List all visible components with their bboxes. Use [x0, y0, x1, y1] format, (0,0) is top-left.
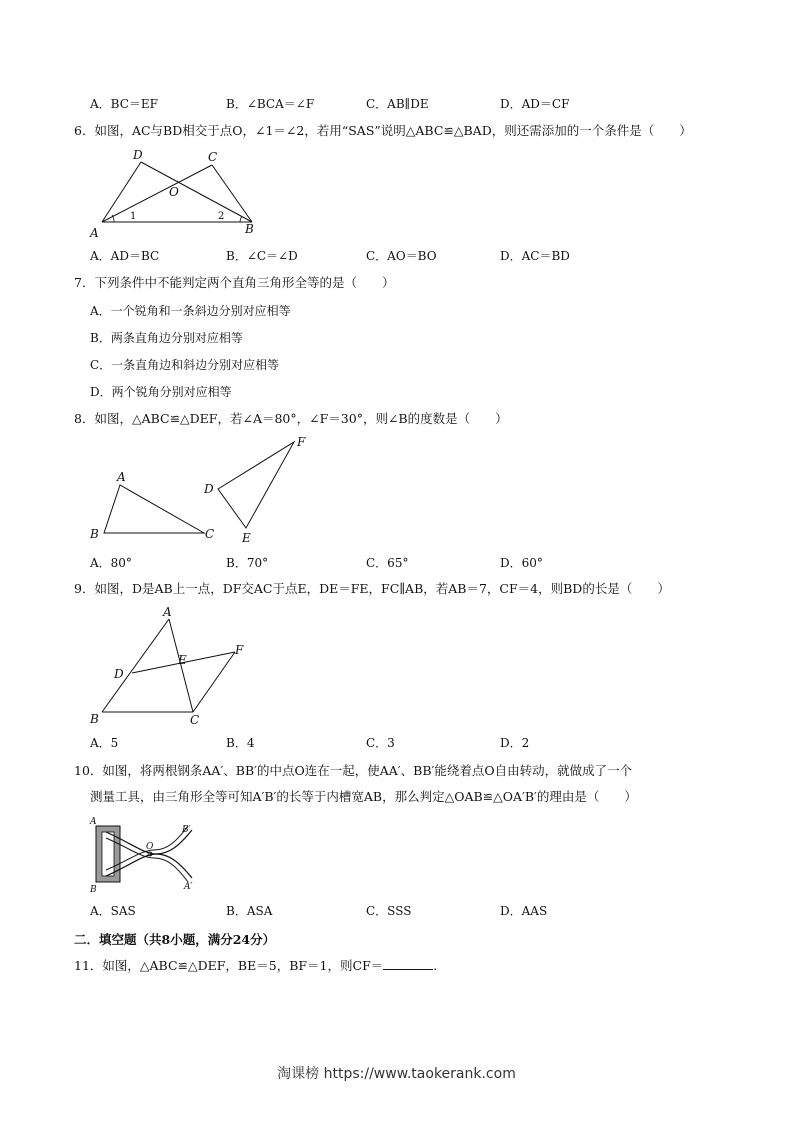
- q6-angle-2-arc: [240, 216, 242, 222]
- q11-line: [74, 957, 437, 974]
- q10-option-b: B．ASA: [226, 904, 273, 918]
- q5-option-d: D．AD＝CF: [500, 97, 570, 111]
- q8-option-a: A．80°: [90, 556, 132, 570]
- q6-line-db: [141, 162, 252, 222]
- q9-label-a: A: [163, 605, 172, 619]
- q9-figure: [86, 602, 256, 732]
- q6-option-c: C．AO＝BO: [366, 249, 437, 263]
- q6-line-ac: [102, 165, 212, 222]
- q8-figure: [86, 432, 326, 547]
- q9-line-ab: [102, 619, 169, 712]
- q9-option-a: A．5: [90, 736, 119, 750]
- q6-label-a: A: [90, 226, 99, 240]
- q9-option-c: C．3: [366, 736, 395, 750]
- q10-stem-line2: 测量工具，由三角形全等可知A′B′的长等于内槽宽AB，那么判定△OAB≌△OA′B′的理由是（ ）: [90, 789, 637, 804]
- q7-option-a: A．一个锐角和一条斜边分别对应相等: [90, 304, 291, 318]
- q9-option-d: D．2: [500, 736, 530, 750]
- q6-label-o: O: [169, 185, 179, 199]
- q10-option-d: D．AAS: [500, 904, 548, 918]
- q10-option-c: C．SSS: [366, 904, 412, 918]
- q9-label-f: F: [235, 643, 244, 657]
- q6-figure: [88, 145, 268, 240]
- section2-title: 二．填空题（共8小题，满分24分）: [74, 932, 276, 947]
- q9-label-e: E: [178, 653, 187, 667]
- q8-label-e: E: [242, 531, 251, 545]
- q8-label-c: C: [205, 527, 215, 541]
- q8-stem: 8．如图，△ABC≌△DEF，若∠A＝80°，∠F＝30°，则∠B的度数是（ ）: [74, 411, 508, 426]
- q10-option-a: A．SAS: [90, 904, 136, 918]
- q6-option-a: A．AD＝BC: [90, 249, 160, 263]
- q5-option-c: C．AB∥DE: [366, 97, 429, 111]
- q10-figure: [84, 812, 204, 896]
- q10-label-b: B: [90, 885, 97, 895]
- q6-stem: 6．如图，AC与BD相交于点O，∠1＝∠2，若用“SAS”说明△ABC≌△BAD，则还需添加的一个条件是（ ）: [74, 123, 692, 138]
- q10-label-o: O: [146, 842, 154, 852]
- q11-stem: 11．如图，△ABC≌△DEF，BE＝5，BF＝1，则CF＝: [74, 958, 384, 973]
- q6-label-b: B: [245, 222, 254, 236]
- q8-label-f: F: [297, 435, 306, 449]
- q5-option-a: A．BC＝EF: [90, 97, 158, 111]
- q6-label-2: 2: [218, 211, 225, 222]
- footer-watermark: 淘课榜 https://www.taokerank.com: [277, 1066, 516, 1082]
- q8-triangle-abc: [104, 485, 204, 533]
- q7-option-c: C．一条直角边和斜边分别对应相等: [90, 358, 280, 372]
- q6-label-c: C: [208, 150, 218, 164]
- q7-stem: 7．下列条件中不能判定两个直角三角形全等的是（ ）: [74, 275, 395, 290]
- q6-option-b: B．∠C＝∠D: [226, 249, 298, 263]
- q9-option-b: B．4: [226, 736, 255, 750]
- q10-stem-line1: 10．如图，将两根钢条AA′、BB′的中点O连在一起，使AA′、BB′能绕着点O自由转动，就做成了一个: [74, 763, 633, 778]
- q10-label-a: A: [90, 817, 97, 827]
- q9-stem: 9．如图，D是AB上一点，DF交AC于点E，DE＝FE，FC∥AB，若AB＝7，CF＝4，则BD的长是（ ）: [74, 581, 670, 596]
- q8-option-c: C．65°: [366, 556, 409, 570]
- q6-label-1: 1: [130, 211, 137, 222]
- q11-answer-blank[interactable]: [383, 957, 433, 970]
- q5-option-b: B．∠BCA＝∠F: [226, 97, 315, 111]
- q8-label-d: D: [204, 482, 214, 496]
- q10-label-a-prime: A′: [184, 882, 193, 892]
- q8-option-d: D．60°: [500, 556, 543, 570]
- q7-option-d: D．两个锐角分别对应相等: [90, 385, 232, 399]
- q7-option-b: B．两条直角边分别对应相等: [90, 331, 243, 345]
- q6-label-d: D: [133, 148, 143, 162]
- q8-triangle-def: [218, 442, 294, 528]
- q9-label-b: B: [90, 712, 99, 726]
- q9-line-cf: [193, 652, 235, 712]
- q9-label-c: C: [190, 713, 200, 727]
- q11-tail: .: [433, 958, 438, 973]
- q6-option-d: D．AC＝BD: [500, 249, 570, 263]
- q8-option-b: B．70°: [226, 556, 269, 570]
- q8-label-a: A: [117, 470, 126, 484]
- q8-label-b: B: [90, 527, 99, 541]
- q9-label-d: D: [114, 667, 124, 681]
- q10-label-b-prime: B′: [182, 825, 191, 835]
